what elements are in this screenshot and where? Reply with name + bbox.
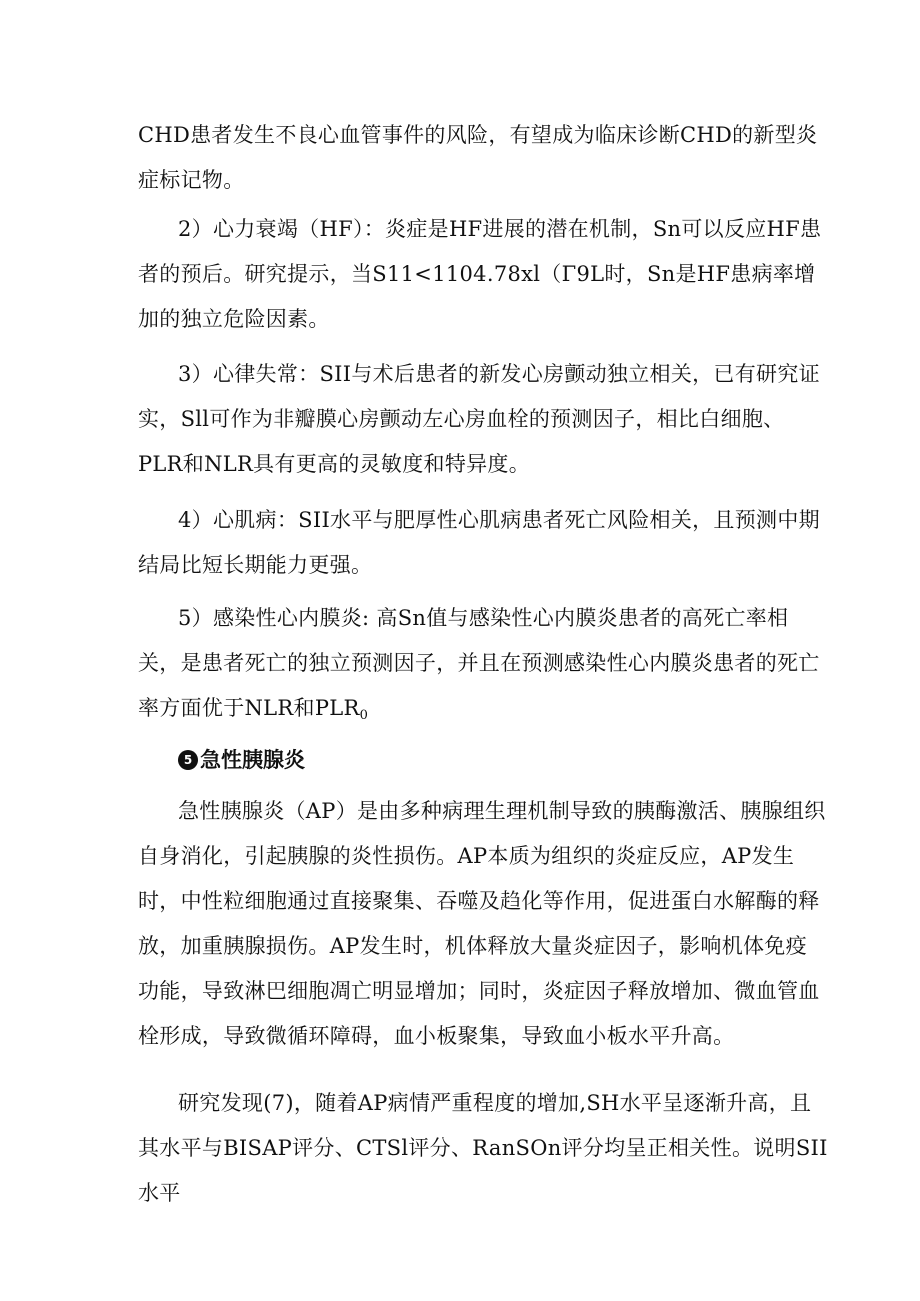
paragraph-pancreatitis-intro: 急性胰腺炎（AP）是由多种病理生理机制导致的胰酶激活、胰腺组织自身消化，引起胰腺的炎性损伤。AP本质为组织的炎症反应，AP发生时，中性粒细胞通过直接聚集、吞噬及趋化等作用，促进蛋白水解酶的释放，加重胰腺损伤。AP发生时，机体释放大量炎症因子，影响机体免疫功能，导致淋巴细胞凋亡明显增加；同时，炎症因子释放增加、微血管血栓形成，导致微循环障碍，血小板聚集，导致血小板水平升高。 xyxy=(138,799,826,1048)
paragraph-arrhythmia: 3）心律失常：SII与术后患者的新发心房颤动独立相关，已有研究证实，Sll可作为非瓣膜心房颤动左心房血栓的预测因子，相比白细胞、PLR和NLR具有更高的灵敏度和特异度。 xyxy=(138,362,820,476)
endocarditis-text: 5）感染性心内膜炎: 高Sn值与感染性心内膜炎患者的高死亡率相关，是患者死亡的独立预测因子，并且在预测感染性心内膜炎患者的死亡率方面优于NLR和PLR xyxy=(138,606,820,720)
paragraph-heart-failure: 2）心力衰竭（HF）：炎症是HF进展的潜在机制，Sn可以反应HF患者的预后。研究提示，当S11<1104.78xl（Γ9L时，Sn是HF患病率增加的独立危险因素。 xyxy=(138,217,822,331)
subscript-zero: 0 xyxy=(359,708,369,723)
paragraph-chd-conclusion: CHD患者发生不良心血管事件的风险，有望成为临床诊断CHD的新型炎症标记物。 xyxy=(138,123,818,192)
section-title: 急性胰腺炎 xyxy=(200,748,305,772)
section-heading xyxy=(178,745,305,775)
paragraph-pancreatitis-findings: 研究发现(7)，随着AP病情严重程度的增加,SH水平呈逐渐升高，且其水平与BISAP评分、CTSl评分、RanSOn评分均呈正相关性。说明SII水平 xyxy=(138,1091,828,1205)
paragraph-endocarditis xyxy=(138,596,828,738)
section-number-badge: 5 xyxy=(178,750,198,770)
paragraph-cardiomyopathy: 4）心肌病：SII水平与肥厚性心肌病患者死亡风险相关，且预测中期结局比短长期能力更强。 xyxy=(138,508,820,577)
